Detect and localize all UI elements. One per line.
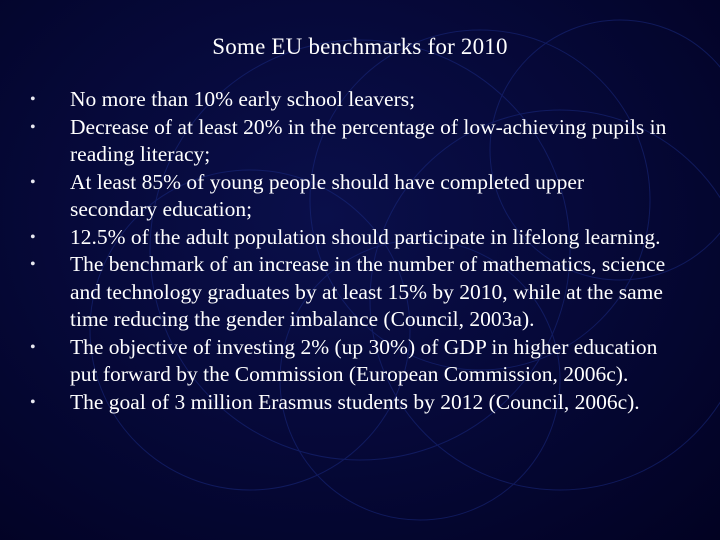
bullet-text: 12.5% of the adult population should participate in lifelong learning. — [70, 224, 661, 249]
bullet-text: The objective of investing 2% (up 30%) of GDP in higher education put forward by the Commission (European Commission, 2006c). — [70, 334, 658, 386]
bullet-text: Decrease of at least 20% in the percentage of low-achieving pupils in reading literacy; — [70, 114, 667, 166]
bullet-item — [30, 114, 670, 169]
bullet-icon: • — [30, 256, 36, 273]
bullet-icon: • — [30, 91, 36, 108]
bullet-icon: • — [30, 118, 36, 136]
bullet-item — [30, 334, 670, 389]
bullet-text: The goal of 3 million Erasmus students by 2012 (Council, 2006c). — [70, 389, 640, 414]
slide-title: Some EU benchmarks for 2010 — [212, 34, 508, 59]
bullet-item — [30, 86, 670, 114]
bullet-text: The benchmark of an increase in the number of mathematics, science and technology graduates by at least 15% by 2010, while at the same time reducing the gender imbalance (Council, 2003a). — [70, 252, 666, 331]
bullet-item — [30, 169, 670, 224]
bullet-item — [30, 251, 670, 334]
bullet-text: No more than 10% early school leavers; — [70, 87, 416, 111]
bullet-list — [30, 86, 670, 416]
bullet-icon: • — [30, 228, 36, 246]
bullet-icon: • — [30, 393, 36, 411]
bullet-text: At least 85% of young people should have completed upper secondary education; — [70, 169, 585, 221]
bullet-item — [30, 224, 670, 252]
bullet-icon: • — [30, 173, 36, 191]
bullet-icon: • — [30, 338, 36, 356]
bullet-item — [30, 389, 670, 417]
